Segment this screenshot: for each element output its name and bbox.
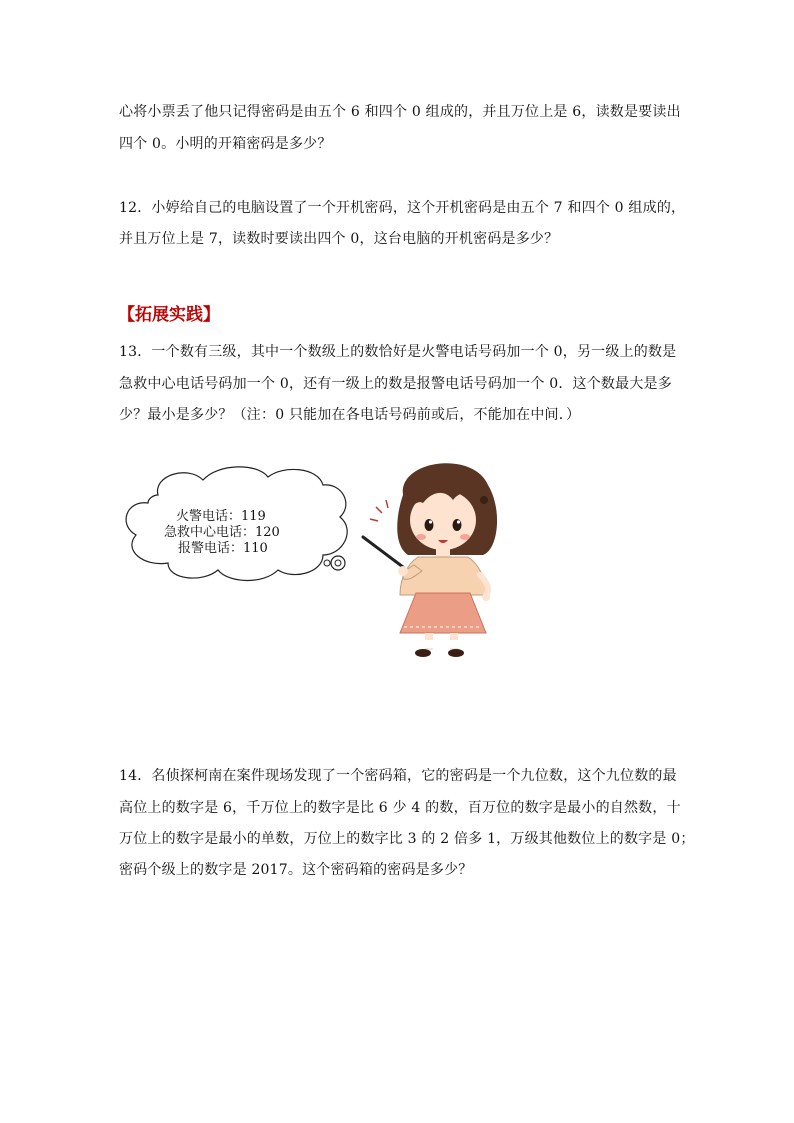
question-12-line-2: 并且万位上是 7，读数时要读出四个 0，这台电脑的开机密码是多少？ bbox=[119, 231, 559, 247]
girl-with-cloud-illustration bbox=[118, 455, 518, 670]
police-phone-label: 报警电话：110 bbox=[178, 541, 268, 556]
question-12-line-1: 12．小婷给自己的电脑设置了一个开机密码，这个开机密码是由五个 7 和四个 0 组成的， bbox=[119, 200, 686, 216]
illustration bbox=[118, 455, 518, 670]
question-11-line-2: 四个 0。小明的开箱密码是多少？ bbox=[119, 136, 332, 152]
question-14-line-4: 密码个级上的数字是 2017。这个密码箱的密码是多少？ bbox=[119, 862, 473, 878]
fire-phone-label: 火警电话：119 bbox=[176, 509, 266, 524]
section-heading: 【拓展实践】 bbox=[118, 305, 220, 325]
question-11-line-1: 心将小票丢了他只记得密码是由五个 6 和四个 0 组成的，并且万位上是 6，读数是要读出 bbox=[119, 104, 681, 120]
girl-icon bbox=[363, 463, 497, 657]
question-14-line-1: 14．名侦探柯南在案件现场发现了一个密码箱，它的密码是一个九位数，这个九位数的最 bbox=[119, 768, 677, 784]
question-13-line-1: 13．一个数有三级，其中一个数级上的数恰好是火警电话号码加一个 0，另一级上的数是 bbox=[119, 344, 677, 360]
question-13-line-2: 急救中心电话号码加一个 0，还有一级上的数是报警电话号码加一个 0．这个数最大是多 bbox=[119, 376, 672, 392]
question-13-line-3: 少？最小是多少？（注：0 只能加在各电话号码前或后，不能加在中间．） bbox=[119, 407, 581, 423]
ambulance-phone-label: 急救中心电话：120 bbox=[164, 525, 280, 540]
question-14-line-3: 万位上的数字是最小的单数，万位上的数字比 3 的 2 倍多 1，万级其他数位上的数字是 0； bbox=[119, 831, 695, 847]
question-14-line-2: 高位上的数字是 6，千万位上的数字是比 6 少 4 的数，百万位的数字是最小的自然数，十 bbox=[119, 800, 681, 816]
